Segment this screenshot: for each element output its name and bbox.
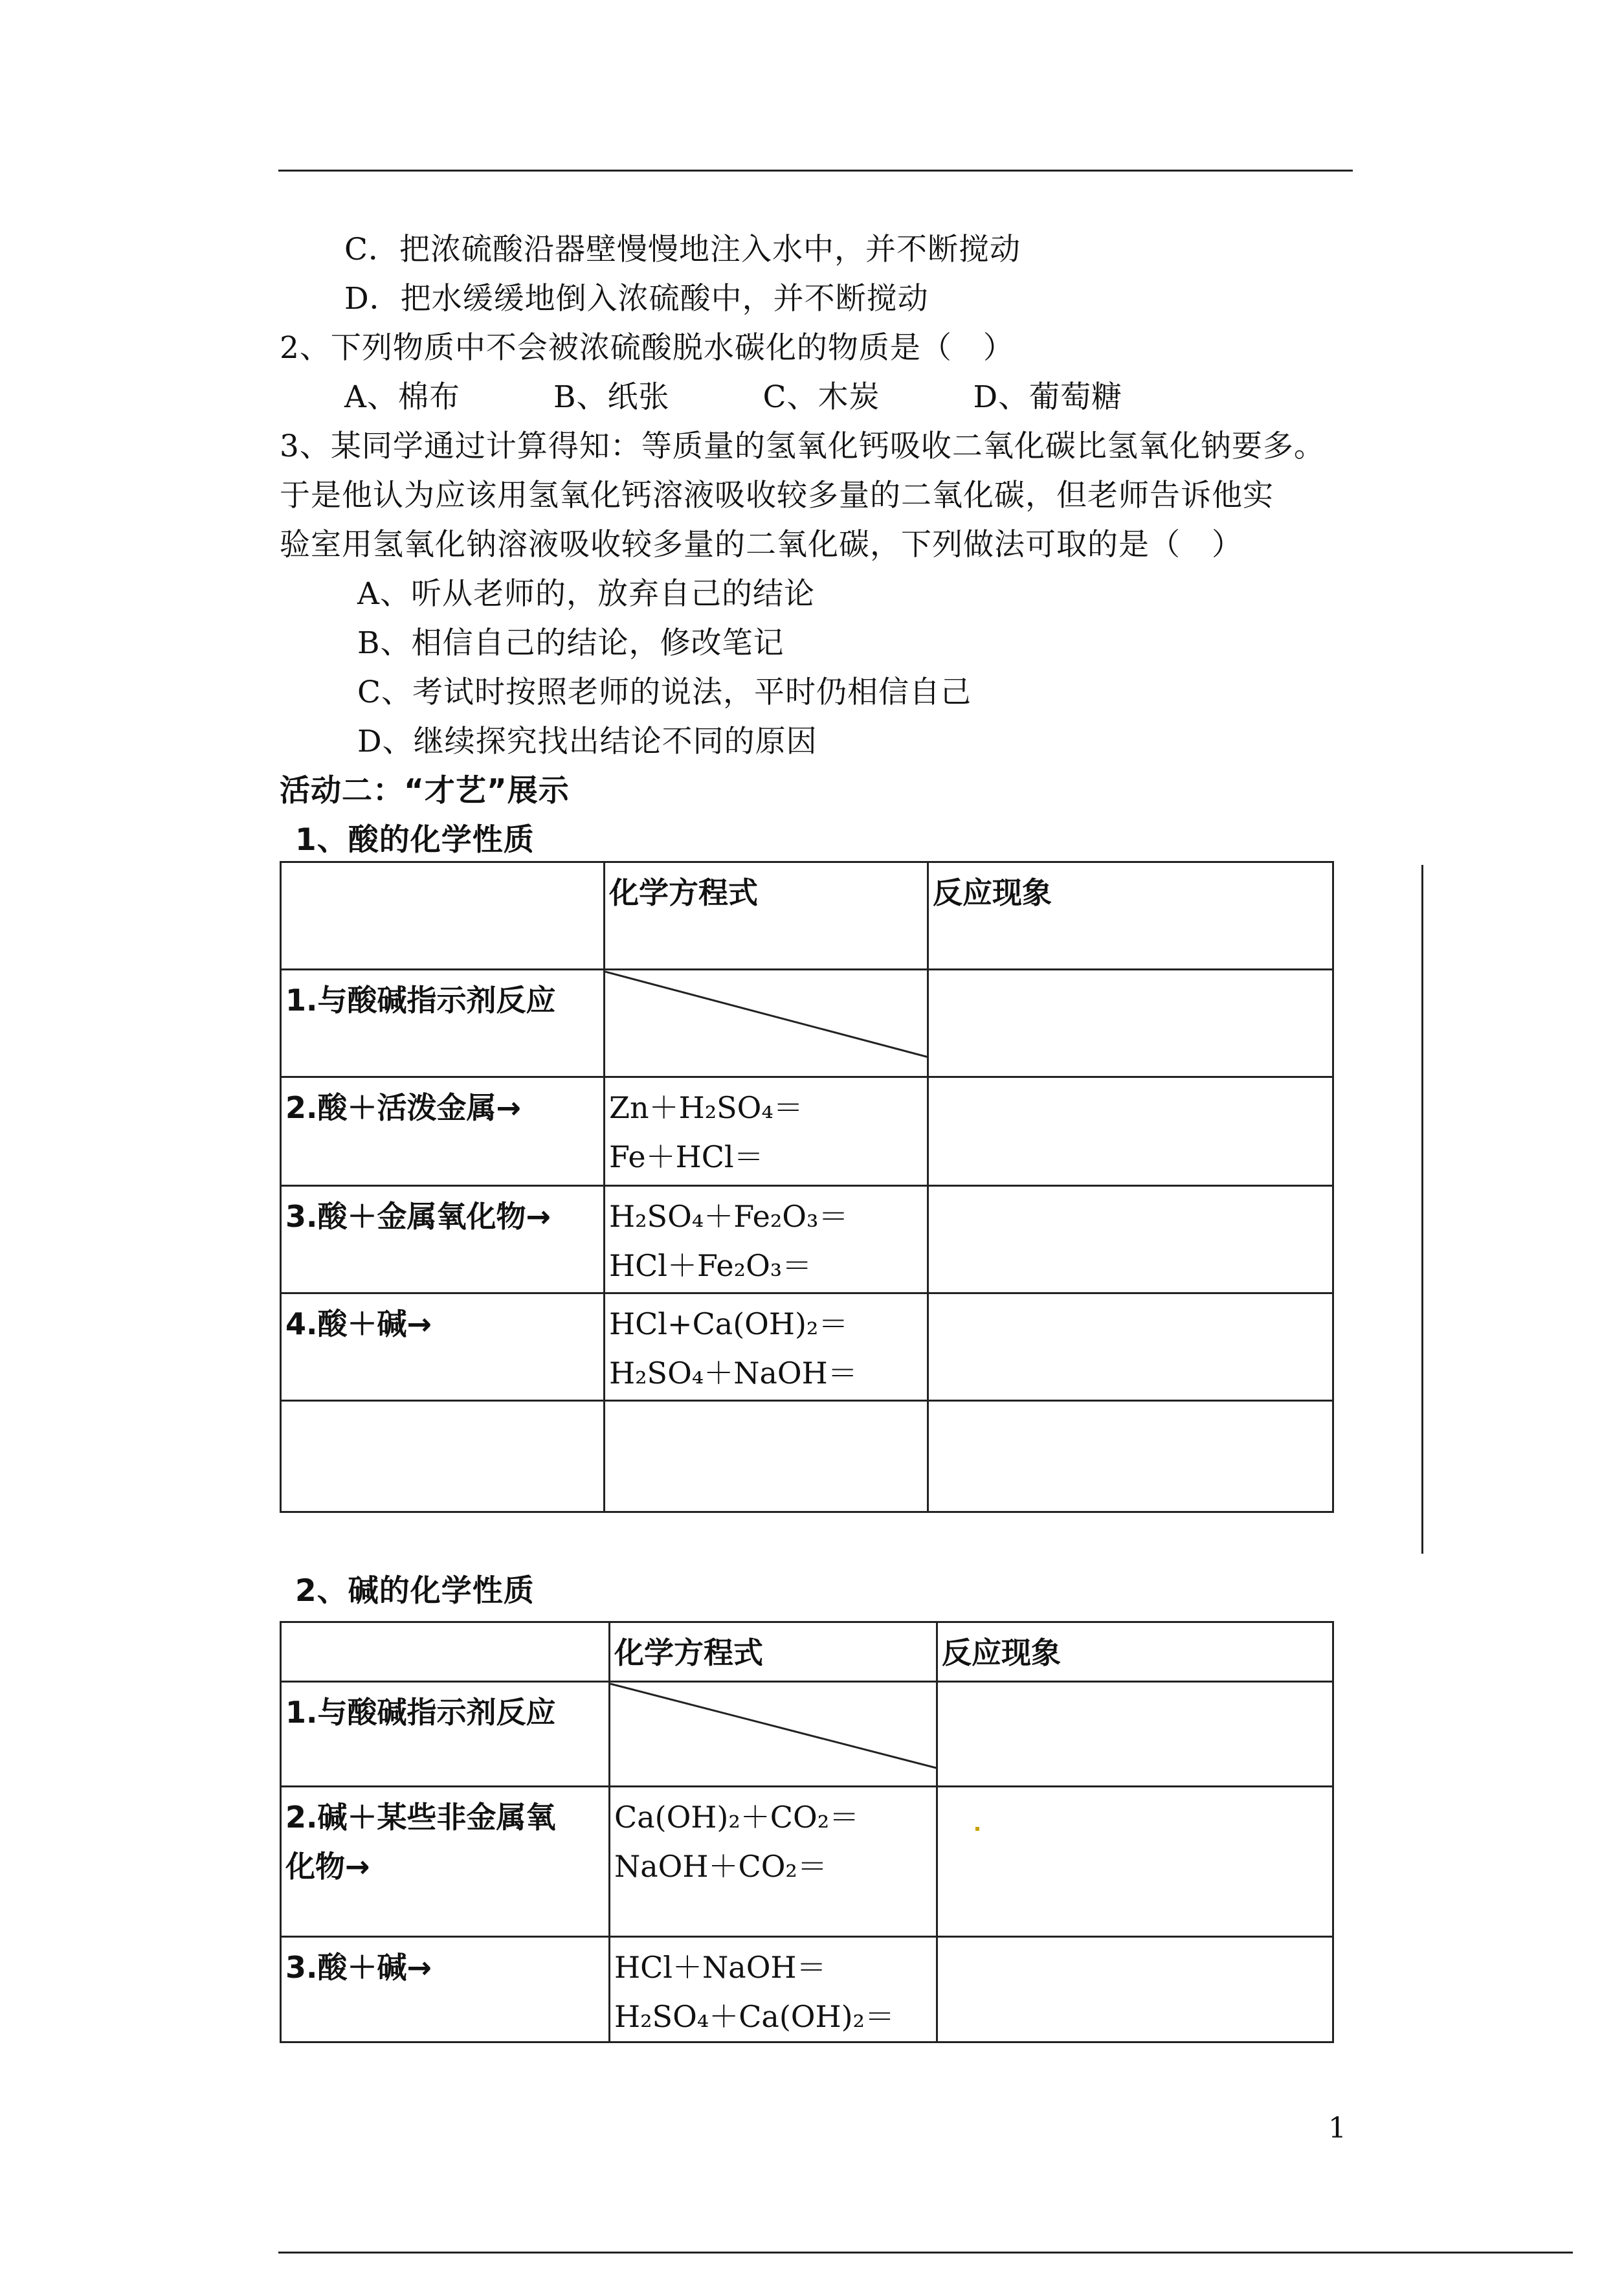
margin-vertical-rule [1421, 865, 1423, 1554]
base-row1-label: 1.与酸碱指示剂反应 [281, 1682, 610, 1787]
equation-line: HCl＋Fe₂O₃＝ [609, 1248, 812, 1283]
acid-properties-table [280, 861, 1334, 1513]
base-properties-table [280, 1621, 1334, 2043]
q2-stem: 2、下列物质中不会被浓硫酸脱水碳化的物质是（ ） [280, 330, 1014, 366]
acid-row4-label: 4.酸＋碱→ [281, 1293, 605, 1401]
acid-row2-label: 2.酸＋活泼金属→ [281, 1077, 605, 1186]
q3-stem-line1: 3、某同学通过计算得知：等质量的氢氧化钙吸收二氧化碳比氢氧化钠要多。 [280, 429, 1325, 464]
base-section-title: 2、碱的化学性质 [295, 1573, 535, 1609]
label-line: 化物→ [285, 1849, 370, 1884]
base-row2-equation [610, 1787, 937, 1937]
q1-option-c: C．把浓硫酸沿器壁慢慢地注入水中，并不断搅动 [344, 232, 1021, 267]
base-row1-phenomenon [937, 1682, 1333, 1787]
header-rule [278, 170, 1353, 172]
q3-stem-line3: 验室用氢氧化钠溶液吸收较多量的二氧化碳，下列做法可取的是（ ） [280, 527, 1243, 563]
acid-row5-equation [605, 1401, 928, 1512]
acid-row4-equation [605, 1293, 928, 1401]
acid-row4-phenomenon [928, 1293, 1333, 1401]
equation-line: HCl+Ca(OH)₂＝ [609, 1306, 849, 1341]
acid-row1-label: 1.与酸碱指示剂反应 [281, 970, 605, 1077]
acid-row2-equation [605, 1077, 928, 1186]
base-header-equation: 化学方程式 [610, 1622, 937, 1682]
acid-row5-label [281, 1401, 605, 1512]
equation-line: Ca(OH)₂＋CO₂＝ [614, 1800, 860, 1835]
equation-line: HCl＋NaOH＝ [614, 1950, 827, 1985]
acid-row5-phenomenon [928, 1401, 1333, 1512]
acid-header-equation: 化学方程式 [605, 862, 928, 970]
q3-option-c: C、考试时按照老师的说法，平时仍相信自己 [357, 675, 972, 710]
diagonal-strike [610, 1683, 937, 1787]
acid-header-blank [281, 862, 605, 970]
acid-row3-equation [605, 1186, 928, 1293]
acid-row1-equation-diagonal [605, 970, 928, 1077]
base-row2-phenomenon [937, 1787, 1333, 1937]
acid-header-phenomenon: 反应现象 [928, 862, 1333, 970]
page-number: 1 [1328, 2112, 1346, 2145]
q3-option-d: D、继续探究找出结论不同的原因 [357, 724, 818, 759]
equation-line: H₂SO₄＋NaOH＝ [609, 1356, 858, 1391]
base-row3-phenomenon [937, 1937, 1333, 2042]
equation-line: Zn＋H₂SO₄＝ [609, 1090, 803, 1125]
acid-row3-label: 3.酸＋金属氧化物→ [281, 1186, 605, 1293]
acid-section-title: 1、酸的化学性质 [295, 822, 535, 858]
label-line: 2.碱＋某些非金属氧 [285, 1800, 556, 1835]
base-row2-label [281, 1787, 610, 1937]
q1-option-d: D．把水缓缓地倒入浓硫酸中，并不断搅动 [344, 281, 929, 317]
q3-option-a: A、听从老师的，放弃自己的结论 [357, 576, 815, 612]
diagonal-strike [605, 970, 928, 1077]
base-row3-label: 3.酸＋碱→ [281, 1937, 610, 2042]
stray-mark [975, 1827, 979, 1831]
q3-option-b: B、相信自己的结论，修改笔记 [357, 625, 784, 661]
equation-line: Fe＋HCl＝ [609, 1139, 764, 1174]
base-header-blank [281, 1622, 610, 1682]
activity-title: 活动二：“才艺”展示 [280, 773, 570, 809]
footer-rule [278, 2252, 1573, 2254]
base-row1-equation-diagonal [610, 1682, 937, 1787]
acid-row3-phenomenon [928, 1186, 1333, 1293]
q2-options: A、棉布 B、纸张 C、木炭 D、葡萄糖 [344, 379, 1123, 415]
equation-line: H₂SO₄＋Fe₂O₃＝ [609, 1199, 849, 1234]
equation-line: H₂SO₄＋Ca(OH)₂＝ [614, 1999, 895, 2034]
acid-row2-phenomenon [928, 1077, 1333, 1186]
equation-line: NaOH＋CO₂＝ [614, 1849, 827, 1884]
base-header-phenomenon: 反应现象 [937, 1622, 1333, 1682]
base-row3-equation [610, 1937, 937, 2042]
acid-row1-phenomenon [928, 970, 1333, 1077]
q3-stem-line2: 于是他认为应该用氢氧化钙溶液吸收较多量的二氧化碳，但老师告诉他实 [280, 478, 1274, 513]
